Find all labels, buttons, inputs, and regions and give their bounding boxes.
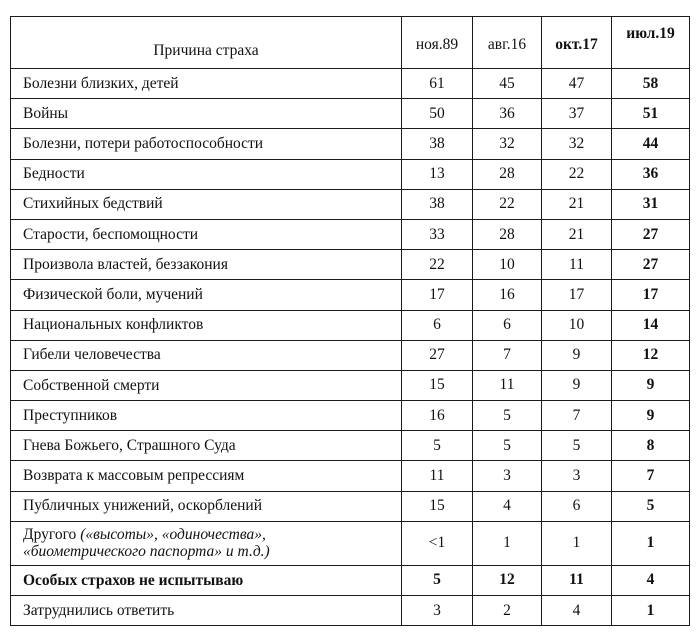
row-value-aug16: 5 [473, 431, 542, 461]
period-header-jul19: июл.19 [612, 17, 690, 69]
table-row [11, 99, 690, 129]
row-value-nov89: 15 [402, 370, 473, 400]
row-reason: Гнева Божьего, Страшного Суда [11, 431, 402, 461]
row-value-aug16: 5 [473, 401, 542, 431]
row-value-oct17: 9 [542, 370, 612, 400]
other-prefix: Другого [23, 525, 77, 543]
row-value-nov89: 11 [402, 461, 473, 491]
row-reason: Старости, беспомощности [11, 219, 402, 249]
row-value-aug16: 3 [473, 461, 542, 491]
row-value-oct17: 4 [542, 596, 612, 626]
table-row [11, 129, 690, 159]
row-value-oct17: 6 [542, 491, 612, 521]
row-reason: Физической боли, мучений [11, 280, 402, 310]
row-reason: Преступников [11, 401, 402, 431]
table-row [11, 280, 690, 310]
other-examples-line2: «биометрического паспорта» и т.д.) [23, 543, 270, 561]
table-row [11, 401, 690, 431]
row-value-oct17: 3 [542, 461, 612, 491]
row-value-jul19: 17 [612, 280, 690, 310]
row-value-nov89: 5 [402, 565, 473, 595]
row-value-oct17: 1 [542, 521, 612, 565]
table-row-no-fears [11, 565, 690, 595]
row-value-nov89: 13 [402, 159, 473, 189]
table-row [11, 310, 690, 340]
row-value-aug16: 12 [473, 565, 542, 595]
row-value-jul19: 1 [612, 521, 690, 565]
row-value-oct17: 17 [542, 280, 612, 310]
row-value-jul19: 1 [612, 596, 690, 626]
table-row [11, 250, 690, 280]
row-value-oct17: 21 [542, 219, 612, 249]
table-row-other [11, 521, 690, 565]
row-value-jul19: 31 [612, 189, 690, 219]
row-reason: Публичных унижений, оскорблений [11, 491, 402, 521]
row-value-oct17: 10 [542, 310, 612, 340]
row-value-aug16: 28 [473, 219, 542, 249]
row-value-jul19: 36 [612, 159, 690, 189]
row-value-oct17: 11 [542, 250, 612, 280]
row-value-aug16: 32 [473, 129, 542, 159]
row-value-nov89: 17 [402, 280, 473, 310]
row-value-jul19: 9 [612, 401, 690, 431]
row-reason: Бедности [11, 159, 402, 189]
table-row [11, 461, 690, 491]
row-value-oct17: 9 [542, 340, 612, 370]
row-value-nov89: 38 [402, 189, 473, 219]
row-reason-no-fears: Особых страхов не испытываю [11, 565, 402, 595]
row-value-jul19: 12 [612, 340, 690, 370]
row-value-nov89: 22 [402, 250, 473, 280]
row-value-jul19: 14 [612, 310, 690, 340]
reason-column-header: Причина страха [11, 17, 402, 69]
row-value-oct17: 37 [542, 99, 612, 129]
table-row [11, 431, 690, 461]
row-value-nov89: 61 [402, 69, 473, 99]
row-value-nov89: 27 [402, 340, 473, 370]
table-row [11, 189, 690, 219]
row-value-jul19: 44 [612, 129, 690, 159]
row-value-nov89: 33 [402, 219, 473, 249]
period-header-nov89: ноя.89 [402, 17, 473, 69]
table-row [11, 219, 690, 249]
row-value-aug16: 22 [473, 189, 542, 219]
row-value-aug16: 11 [473, 370, 542, 400]
row-value-jul19: 51 [612, 99, 690, 129]
row-value-aug16: 36 [473, 99, 542, 129]
row-value-nov89: 38 [402, 129, 473, 159]
row-value-aug16: 1 [473, 521, 542, 565]
period-header-aug16: авг.16 [473, 17, 542, 69]
row-value-jul19: 7 [612, 461, 690, 491]
row-reason: Возврата к массовым репрессиям [11, 461, 402, 491]
row-reason: Болезни, потери работоспособности [11, 129, 402, 159]
row-value-jul19: 9 [612, 370, 690, 400]
row-value-nov89: 15 [402, 491, 473, 521]
row-value-oct17: 11 [542, 565, 612, 595]
row-value-oct17: 22 [542, 159, 612, 189]
row-value-aug16: 16 [473, 280, 542, 310]
table-row [11, 69, 690, 99]
row-value-oct17: 5 [542, 431, 612, 461]
row-value-oct17: 47 [542, 69, 612, 99]
row-reason: Стихийных бедствий [11, 189, 402, 219]
row-value-jul19: 27 [612, 250, 690, 280]
row-value-nov89: 6 [402, 310, 473, 340]
table-row [11, 159, 690, 189]
row-value-aug16: 2 [473, 596, 542, 626]
row-reason: Собственной смерти [11, 370, 402, 400]
row-value-jul19: 8 [612, 431, 690, 461]
table-row [11, 370, 690, 400]
row-value-jul19: 5 [612, 491, 690, 521]
row-value-jul19: 4 [612, 565, 690, 595]
fears-table [10, 16, 690, 626]
row-reason: Болезни близких, детей [11, 69, 402, 99]
row-value-jul19: 27 [612, 219, 690, 249]
row-value-oct17: 7 [542, 401, 612, 431]
other-examples-line1: («высоты», «одиночества», [80, 525, 266, 543]
row-value-aug16: 10 [473, 250, 542, 280]
row-reason-difficult: Затруднились ответить [11, 596, 402, 626]
header-row [11, 17, 690, 69]
row-reason: Гибели человечества [11, 340, 402, 370]
row-value-aug16: 4 [473, 491, 542, 521]
row-value-aug16: 6 [473, 310, 542, 340]
row-reason: Национальных конфликтов [11, 310, 402, 340]
row-reason: Произвола властей, беззакония [11, 250, 402, 280]
row-value-nov89: 5 [402, 431, 473, 461]
table-row-difficult [11, 596, 690, 626]
row-value-jul19: 58 [612, 69, 690, 99]
row-value-nov89: 3 [402, 596, 473, 626]
row-value-aug16: 7 [473, 340, 542, 370]
row-reason-other [11, 521, 402, 565]
row-value-oct17: 21 [542, 189, 612, 219]
row-value-nov89: 16 [402, 401, 473, 431]
row-value-aug16: 28 [473, 159, 542, 189]
period-header-oct17: окт.17 [542, 17, 612, 69]
row-value-nov89: 50 [402, 99, 473, 129]
row-value-aug16: 45 [473, 69, 542, 99]
row-value-oct17: 32 [542, 129, 612, 159]
table-row [11, 340, 690, 370]
table-row [11, 491, 690, 521]
row-reason: Войны [11, 99, 402, 129]
row-value-nov89: <1 [402, 521, 473, 565]
